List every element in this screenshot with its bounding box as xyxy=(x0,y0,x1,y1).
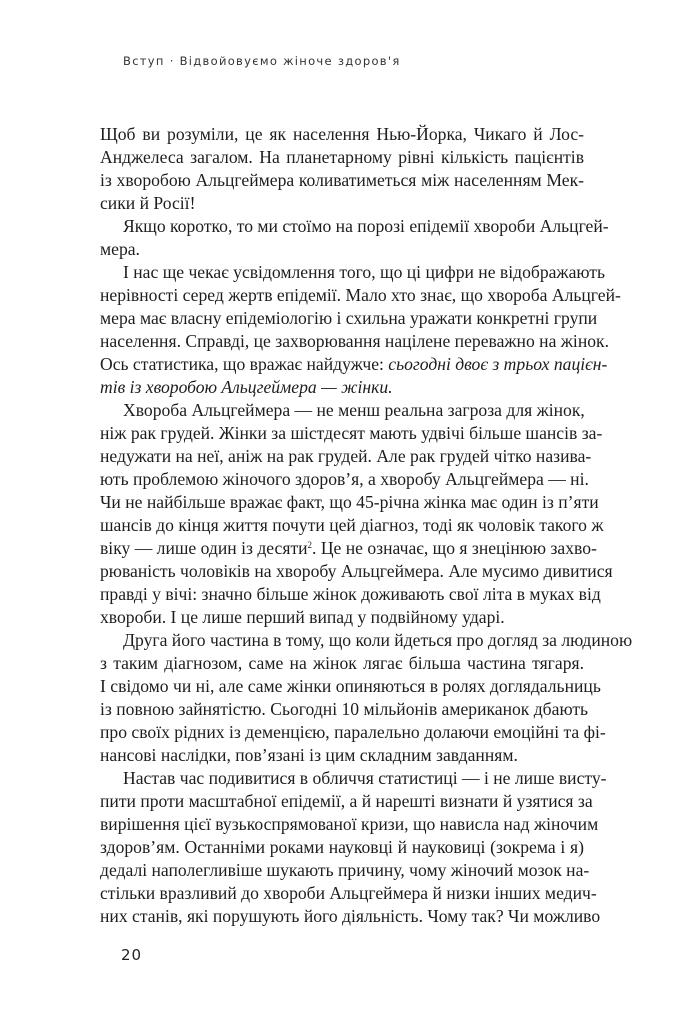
text-line xyxy=(100,468,589,491)
text-line xyxy=(100,721,606,744)
text-line xyxy=(100,813,599,836)
line-text: віку — лише один із десяти xyxy=(100,538,308,558)
text-line xyxy=(100,698,589,721)
text-line xyxy=(100,422,603,445)
text-line xyxy=(100,491,599,514)
text-line xyxy=(100,606,584,629)
line-text: з таким діагнозом, саме на жінок лягає більша частина тягаря. xyxy=(100,653,584,673)
text-line xyxy=(100,790,593,813)
text-line xyxy=(100,744,584,767)
running-header: Вступ · Відвойовуємо жіноче здоров'я xyxy=(123,54,401,68)
line-text: ніж рак грудей. Жінки за шістдесят мають удвічі більше шансів за- xyxy=(100,423,603,443)
page-number: 20 xyxy=(121,946,143,964)
line-text: здоров’ям. Останніми роками науковці й науковиці (зокрема і я) xyxy=(100,837,584,857)
line-text: мера. xyxy=(100,239,140,259)
text-line xyxy=(100,330,609,353)
text-line xyxy=(100,514,604,537)
text-line xyxy=(100,215,609,238)
line-text: шансів до кінця життя почути цей діагноз, тоді як чоловік такого ж xyxy=(100,515,604,535)
text-line xyxy=(100,123,584,146)
line-text: І нас ще чекає усвідомлення того, що ці цифри не відображають xyxy=(123,262,606,282)
text-line xyxy=(100,675,601,698)
text-line xyxy=(100,905,601,928)
line-text: ють проблемою жіночого здоров’я, а хворобу Альцгеймера — ні. xyxy=(100,469,589,489)
text-line xyxy=(100,192,584,215)
line-text: нерівності серед жертв епідемії. Мало хто знає, що хвороба Альцгей- xyxy=(100,285,621,305)
line-text: хвороби. І це лише перший випад у подвійному ударі. xyxy=(100,607,505,627)
text-line xyxy=(100,629,633,652)
text-line xyxy=(100,859,590,882)
line-text: правді у вічі: значно більше жінок доживають свої літа в муках від xyxy=(100,584,601,604)
line-text: рюваність чоловіків на хворобу Альцгеймера. Але мусимо дивитися xyxy=(100,561,613,581)
line-text: стільки вразливий до хвороби Альцгеймера й низки інших медич- xyxy=(100,883,597,903)
line-text: населення. Справді, це захворювання націлене переважно на жінок. xyxy=(100,331,609,351)
text-line xyxy=(100,399,584,422)
text-line xyxy=(100,652,584,675)
line-text: Щоб ви розуміли, це як населення Нью-Йорка, Чикаго й Лос- xyxy=(100,124,584,144)
line-text: Чи не найбільше вражає факт, що 45-річна жінка має один із п’яти xyxy=(100,492,599,512)
text-line xyxy=(100,146,584,169)
text-line xyxy=(100,238,584,261)
footnote-marker: 2 xyxy=(307,540,313,550)
text-line xyxy=(100,284,621,307)
line-text: із хворобою Альцгеймера коливатиметься між населенням Мек- xyxy=(100,170,584,190)
text-line xyxy=(100,836,584,859)
line-text: сики й Росії! xyxy=(100,193,196,213)
italic-text: тів із хворобою Альцгеймера — жінки. xyxy=(100,377,393,397)
text-line xyxy=(100,445,592,468)
text-line xyxy=(100,537,597,560)
body-text xyxy=(100,123,633,928)
text-line xyxy=(100,882,597,905)
italic-text: сьогодні двоє з трьох пацієн- xyxy=(388,354,608,374)
text-line xyxy=(100,353,608,376)
text-line xyxy=(100,169,584,192)
text-line xyxy=(100,560,613,583)
line-text: пити проти масштабної епідемії, а й нарешті визнати й узятися за xyxy=(100,791,593,811)
line-text: мера має власну епідеміологію і схильна уражати конкретні групи xyxy=(100,308,598,328)
line-text: Друга його частина в тому, що коли йдеться про догляд за людиною xyxy=(123,630,633,650)
line-text: із повною зайнятістю. Сьогодні 10 мільйонів американок дбають xyxy=(100,699,589,719)
line-text: І свідомо чи ні, але саме жінки опиняються в ролях доглядальниць xyxy=(100,676,601,696)
line-text: них станів, які порушують його діяльність. Чому так? Чи можливо xyxy=(100,906,601,926)
text-line xyxy=(100,307,598,330)
line-text: нансові наслідки, пов’язані із цим складним завданням. xyxy=(100,745,518,765)
line-text: про своїх рідних із деменцією, паралельно долаючи емоційні та фі- xyxy=(100,722,606,742)
line-text: недужати на неї, аніж на рак грудей. Але рак грудей чітко назива- xyxy=(100,446,592,466)
line-text: Анджелеса загалом. На планетарному рівні кількість пацієнтів xyxy=(100,147,584,167)
line-text: Якщо коротко, то ми стоїмо на порозі епідемії хвороби Альцгей- xyxy=(123,216,609,236)
text-line xyxy=(100,261,606,284)
line-text: дедалі наполегливіше шукають причину, чому жіночий мозок на- xyxy=(100,860,590,880)
text-line xyxy=(100,583,601,606)
text-line xyxy=(100,767,607,790)
line-text: вирішення цієї вузькоспрямованої кризи, що нависла над жіночим xyxy=(100,814,599,834)
text-line xyxy=(100,376,584,399)
line-text: . Це не означає, що я знецінюю захво- xyxy=(312,538,597,558)
line-text: Ось статистика, що вражає найдужче: xyxy=(100,354,389,374)
line-text: Настав час подивитися в обличчя статистиці — і не лише висту- xyxy=(123,768,607,788)
line-text: Хвороба Альцгеймера — не менш реальна загроза для жінок, xyxy=(123,400,585,420)
